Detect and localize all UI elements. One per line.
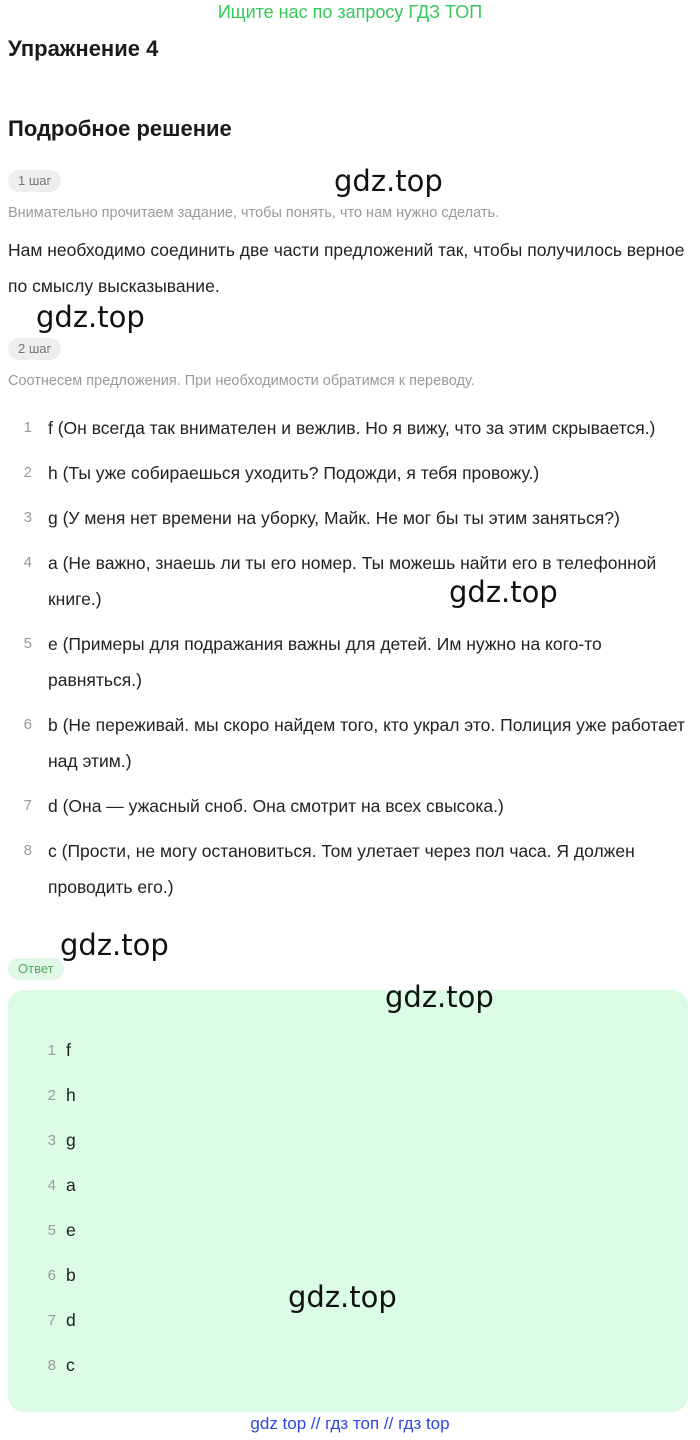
section-title: Подробное решение bbox=[8, 116, 232, 141]
step-1-badge: 1 шаг bbox=[8, 170, 61, 192]
watermark: gdz.top bbox=[288, 1280, 397, 1314]
step-1-text: Нам необходимо соединить две части предложений так, чтобы получилось верное по смыслу высказывание. bbox=[8, 240, 685, 296]
answer-list bbox=[8, 1028, 76, 1388]
step-2-hint: Соотнесем предложения. При необходимости обратимся к переводу. bbox=[8, 373, 475, 389]
list-item-number: 4 bbox=[23, 554, 32, 571]
answer-item bbox=[8, 1118, 76, 1163]
list-item bbox=[8, 545, 693, 617]
watermark: gdz.top bbox=[449, 575, 558, 609]
answer-item-number: 4 bbox=[47, 1177, 56, 1194]
answer-item-number: 1 bbox=[47, 1042, 56, 1059]
answer-item bbox=[8, 1208, 76, 1253]
answer-item-number: 2 bbox=[47, 1087, 56, 1104]
exercise-title: Упражнение 4 bbox=[8, 36, 159, 61]
step-1-hint: Внимательно прочитаем задание, чтобы понять, что нам нужно сделать. bbox=[8, 205, 500, 221]
list-item-text: g (У меня нет времени на уборку, Майк. Не мог бы ты этим заняться?) bbox=[48, 508, 620, 528]
answer-item-text: c bbox=[66, 1355, 75, 1375]
top-banner: Ищите нас по запросу ГДЗ ТОП bbox=[217, 2, 483, 22]
list-item bbox=[8, 707, 693, 779]
answer-item-number: 5 bbox=[47, 1222, 56, 1239]
answer-item bbox=[8, 1253, 76, 1298]
answer-item-number: 3 bbox=[47, 1132, 56, 1149]
list-item bbox=[8, 626, 693, 698]
answer-item-number: 6 bbox=[47, 1267, 56, 1284]
list-item-number: 2 bbox=[23, 464, 32, 481]
list-item-number: 5 bbox=[23, 635, 32, 652]
footer-links[interactable]: gdz top // гдз топ // гдз top bbox=[250, 1414, 450, 1433]
list-item-text: d (Она — ужасный сноб. Она смотрит на всех свысока.) bbox=[48, 796, 504, 816]
answer-item-text: b bbox=[66, 1265, 76, 1285]
list-item bbox=[8, 833, 693, 905]
list-item-text: c (Прости, не могу остановиться. Том улетает через пол часа. Я должен проводить его.) bbox=[48, 841, 635, 897]
list-item-text: e (Примеры для подражания важны для детей. Им нужно на кого-то равняться.) bbox=[48, 634, 602, 690]
answer-item bbox=[8, 1073, 76, 1118]
answer-item-text: a bbox=[66, 1175, 76, 1195]
step-2-list bbox=[8, 410, 693, 914]
answer-item bbox=[8, 1343, 76, 1388]
answer-item-text: d bbox=[66, 1310, 76, 1330]
list-item bbox=[8, 455, 693, 491]
answer-badge: Ответ bbox=[8, 958, 64, 980]
answer-item-number: 8 bbox=[47, 1357, 56, 1374]
list-item bbox=[8, 788, 693, 824]
list-item-number: 8 bbox=[23, 842, 32, 859]
answer-item-text: e bbox=[66, 1220, 76, 1240]
answer-item-number: 7 bbox=[47, 1312, 56, 1329]
watermark: gdz.top bbox=[334, 164, 443, 198]
answer-item-text: f bbox=[66, 1040, 71, 1060]
list-item-number: 3 bbox=[23, 509, 32, 526]
watermark: gdz.top bbox=[60, 928, 169, 962]
list-item-text: a (Не важно, знаешь ли ты его номер. Ты можешь найти его в телефонной книге.) bbox=[48, 553, 657, 609]
step-2-badge: 2 шаг bbox=[8, 338, 61, 360]
list-item bbox=[8, 410, 693, 446]
watermark: gdz.top bbox=[36, 300, 145, 334]
watermark: gdz.top bbox=[385, 980, 494, 1014]
list-item-number: 1 bbox=[23, 419, 32, 436]
answer-item bbox=[8, 1028, 76, 1073]
list-item bbox=[8, 500, 693, 536]
answer-item-text: g bbox=[66, 1130, 76, 1150]
answer-item bbox=[8, 1163, 76, 1208]
answer-item bbox=[8, 1298, 76, 1343]
list-item-text: h (Ты уже собираешься уходить? Подожди, я тебя провожу.) bbox=[48, 463, 540, 483]
list-item-text: f (Он всегда так внимателен и вежлив. Но я вижу, что за этим скрывается.) bbox=[48, 418, 656, 438]
answer-item-text: h bbox=[66, 1085, 76, 1105]
list-item-number: 6 bbox=[23, 716, 32, 733]
list-item-text: b (Не переживай. мы скоро найдем того, кто украл это. Полиция уже работает над этим.) bbox=[48, 715, 685, 771]
answer-box bbox=[8, 990, 688, 1412]
list-item-number: 7 bbox=[23, 797, 32, 814]
